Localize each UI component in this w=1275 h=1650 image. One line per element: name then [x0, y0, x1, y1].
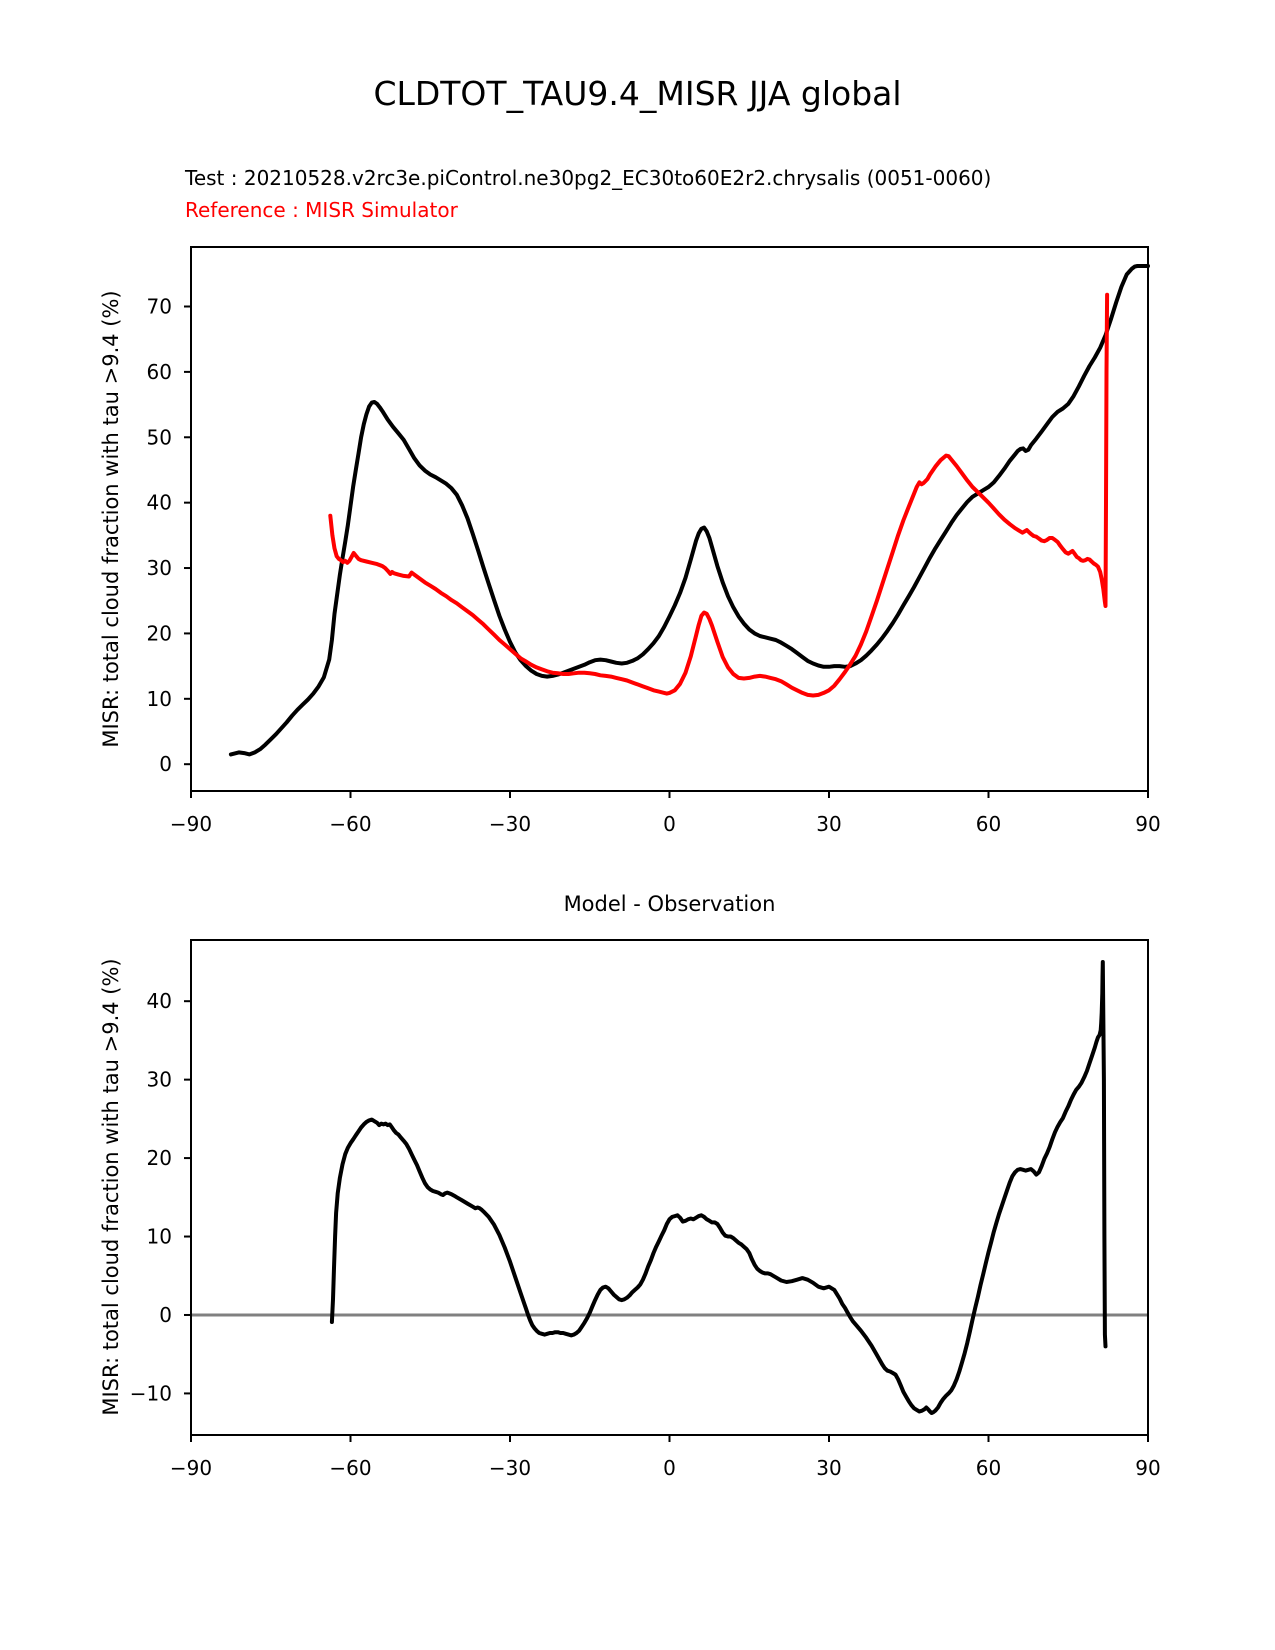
y-tick-label: 0 — [159, 752, 172, 777]
test-run-label: Test : 20210528.v2rc3e.piControl.ne30pg2_EC30to60E2r2.chrysalis (0051-0060) — [185, 166, 992, 190]
y-tick-label: 10 — [146, 686, 172, 711]
y-tick-label: 20 — [146, 1146, 172, 1171]
y-tick-label: −10 — [129, 1381, 172, 1406]
panel-comparison — [147, 247, 1161, 836]
x-tick-label: −90 — [169, 812, 213, 836]
x-tick-label: 90 — [1135, 1456, 1161, 1480]
x-tick-label: −30 — [488, 1456, 532, 1480]
axes-spines — [191, 940, 1148, 1435]
reference-run-label: Reference : MISR Simulator — [185, 198, 458, 222]
y-tick-label: 50 — [146, 425, 172, 450]
x-tick-label: 60 — [975, 812, 1002, 836]
y-tick-label: 60 — [146, 359, 172, 384]
x-tick-label: −60 — [329, 1456, 372, 1480]
x-tick-label: −60 — [329, 812, 372, 836]
series-line-reference — [330, 295, 1107, 696]
y-tick-label: 0 — [159, 1302, 172, 1327]
y-tick-label: 10 — [146, 1224, 172, 1249]
difference-panel-title: Model - Observation — [563, 892, 776, 916]
y-tick-label: 40 — [146, 490, 172, 515]
x-tick-label: 60 — [975, 1456, 1002, 1480]
y-axis-label-top: MISR: total cloud fraction with tau >9.4 (%) — [99, 290, 123, 748]
y-tick-label: 40 — [146, 989, 172, 1014]
x-tick-label: −90 — [169, 1456, 213, 1480]
y-tick-label: 20 — [146, 621, 172, 646]
y-axis-label-bottom: MISR: total cloud fraction with tau >9.4 (%) — [99, 958, 123, 1416]
x-tick-label: 90 — [1135, 812, 1161, 836]
series-line-model-observation — [332, 962, 1106, 1413]
x-tick-label: 30 — [816, 812, 842, 836]
y-tick-label: 30 — [146, 1067, 172, 1092]
series-line-test — [231, 266, 1148, 754]
chart-title: CLDTOT_TAU9.4_MISR JJA global — [373, 74, 902, 113]
x-tick-label: −30 — [488, 812, 532, 836]
x-tick-label: 30 — [816, 1456, 842, 1480]
panel-difference — [130, 940, 1161, 1480]
y-tick-label: 30 — [146, 556, 172, 581]
y-tick-label: 70 — [146, 294, 172, 319]
x-tick-label: 0 — [663, 1456, 676, 1480]
x-tick-label: 0 — [663, 812, 676, 836]
